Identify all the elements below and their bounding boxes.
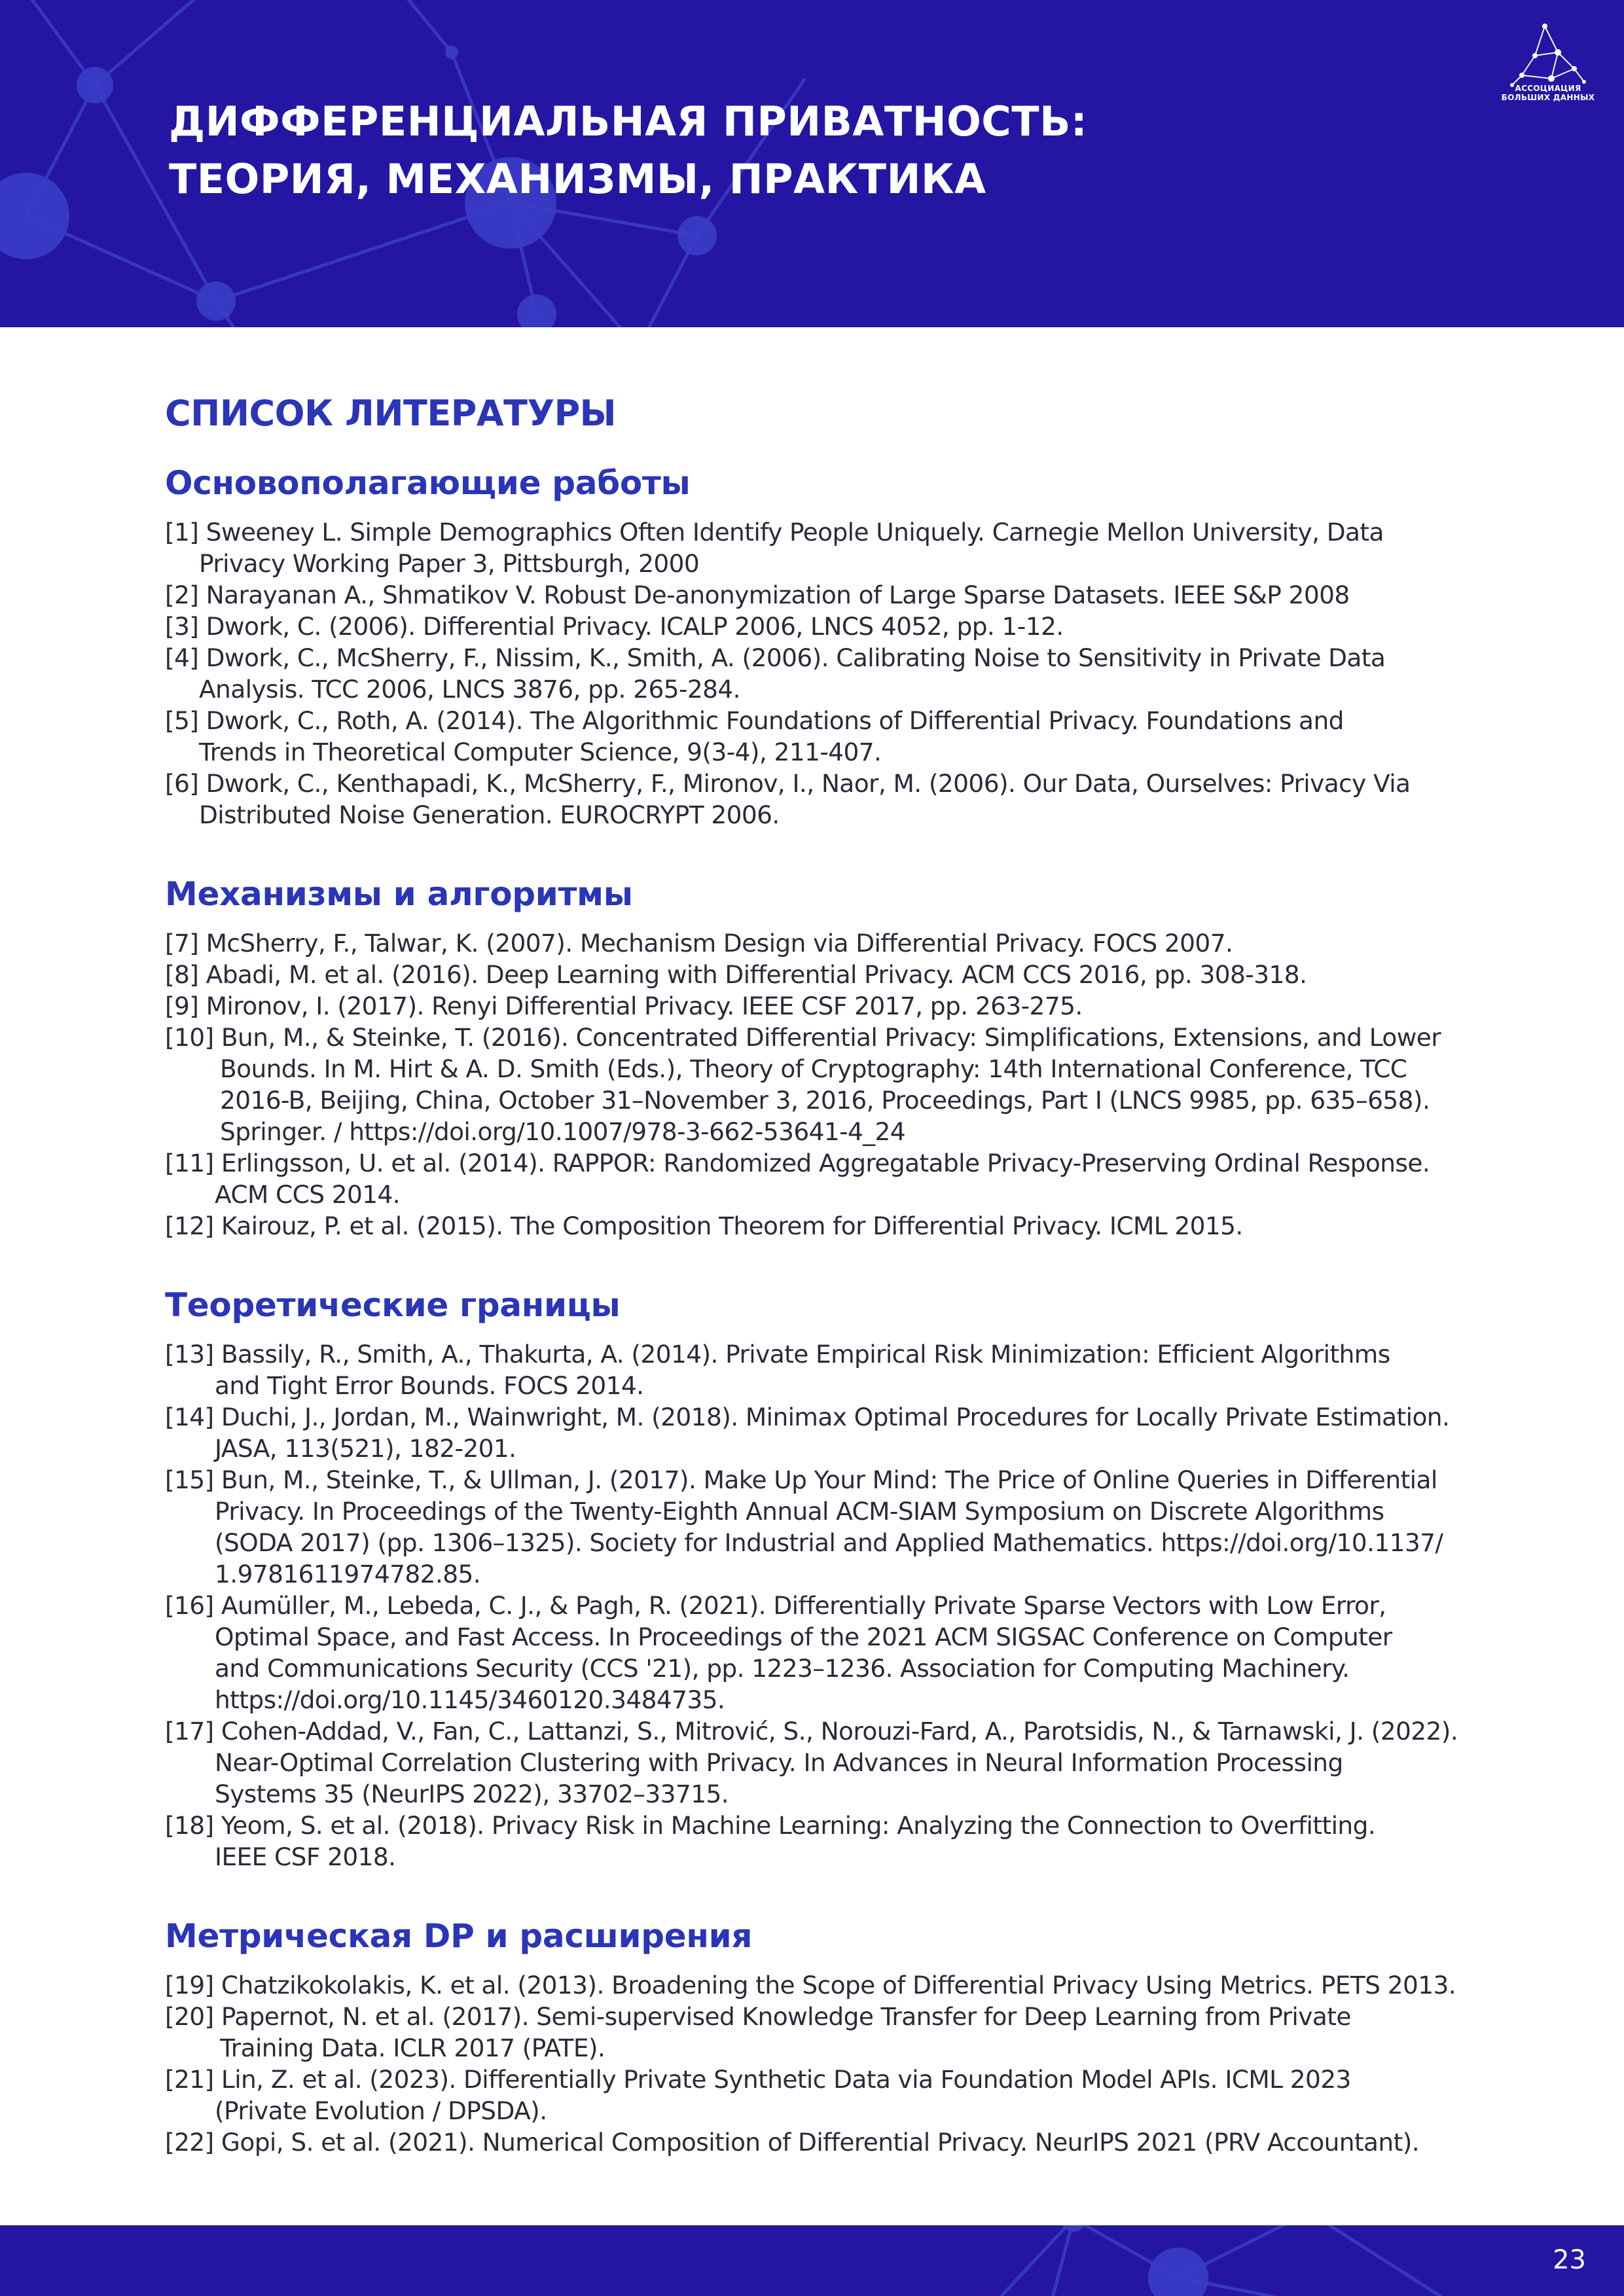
logo-caption — [1492, 84, 1604, 102]
reference-item — [165, 1022, 1474, 1147]
reference-continuation: 2016-B, Beijing, China, October 31–November 3, 2016, Proceedings, Part I (LNCS 9985, pp. 635–658). — [220, 1086, 1430, 1115]
reference-item — [165, 642, 1474, 705]
reference-list — [165, 927, 1474, 1242]
reference-item — [165, 959, 1474, 990]
reference-continuation: Bounds. In M. Hirt & A. D. Smith (Eds.), Theory of Cryptography: 14th International Conference, TCC — [220, 1054, 1407, 1083]
section-title: Механизмы и алгоритмы — [165, 875, 633, 913]
reference-continuation: and Communications Security (CCS '21), pp. 1223–1236. Association for Computing Machinery. — [215, 1654, 1350, 1683]
reference-text: [5] Dwork, C., Roth, A. (2014). The Algorithmic Foundations of Differential Privacy. Foundations and — [165, 706, 1344, 735]
references-title: СПИСОК ЛИТЕРАТУРЫ — [165, 393, 617, 434]
reference-item — [165, 1969, 1474, 2001]
reference-text: [16] Aumüller, M., Lebeda, C. J., & Pagh, R. (2021). Differentially Private Sparse Vectors with Low Error, — [165, 1591, 1386, 1620]
reference-item — [165, 516, 1474, 579]
reference-text: [6] Dwork, C., Kenthapadi, K., McSherry, F., Mironov, I., Naor, M. (2006). Our Data, Ourselves: Privacy Via — [165, 769, 1411, 798]
reference-list — [165, 1969, 1474, 2158]
reference-continuation: Training Data. ICLR 2017 (PATE). — [220, 2034, 605, 2062]
reference-continuation: Springer. / https://doi.org/10.1007/978-3-662-53641-4_24 — [220, 1117, 905, 1146]
reference-text: [12] Kairouz, P. et al. (2015). The Composition Theorem for Differential Privacy. ICML 2015. — [165, 1211, 1243, 1240]
reference-text: [17] Cohen-Addad, V., Fan, C., Lattanzi, S., Mitrović, S., Norouzi-Fard, A., Parotsidis, N., & Tarnawski, J. (2022). — [165, 1717, 1458, 1746]
reference-text: [4] Dwork, C., McSherry, F., Nissim, K., Smith, A. (2006). Calibrating Noise to Sensitivity in Private Data — [165, 643, 1386, 672]
reference-continuation: Distributed Noise Generation. EUROCRYPT 2006. — [199, 800, 780, 829]
reference-continuation: 1.9781611974782.85. — [215, 1560, 481, 1588]
reference-text: [2] Narayanan A., Shmatikov V. Robust De-anonymization of Large Sparse Datasets. IEEE S&P 2008 — [165, 581, 1350, 609]
logo-caption-line-2: БОЛЬШИХ ДАННЫХ — [1501, 93, 1595, 102]
reference-continuation: (SODA 2017) (pp. 1306–1325). Society for Industrial and Applied Mathematics. https://doi.org/10.1137/ — [215, 1528, 1443, 1557]
section-title: Теоретические границы — [165, 1286, 621, 1324]
reference-item — [165, 927, 1474, 959]
page-number: 23 — [1553, 2245, 1586, 2275]
reference-text: [11] Erlingsson, U. et al. (2014). RAPPOR: Randomized Aggregatable Privacy-Preserving Ordinal Response. — [165, 1149, 1430, 1177]
header-title-line-2: ТЕОРИЯ, МЕХАНИЗМЫ, ПРАКТИКА — [169, 155, 986, 203]
reference-text: [19] Chatzikokolakis, K. et al. (2013). Broadening the Scope of Differential Privacy Using Metrics. PETS 2013. — [165, 1971, 1456, 2000]
reference-item — [165, 611, 1474, 642]
reference-text: [10] Bun, M., & Steinke, T. (2016). Concentrated Differential Privacy: Simplifications, Extensions, and Lower — [165, 1023, 1441, 1052]
reference-item — [165, 1715, 1474, 1810]
reference-item — [165, 1210, 1474, 1242]
reference-item — [165, 1464, 1474, 1590]
reference-item — [165, 990, 1474, 1022]
reference-text: [9] Mironov, I. (2017). Renyi Differential Privacy. IEEE CSF 2017, pp. 263-275. — [165, 992, 1083, 1020]
document-header-title — [169, 93, 1087, 208]
reference-list — [165, 516, 1474, 831]
footer-banner — [0, 2225, 1624, 2296]
reference-text: [22] Gopi, S. et al. (2021). Numerical Composition of Differential Privacy. NeurIPS 2021 (PRV Accountant). — [165, 2128, 1420, 2157]
reference-item — [165, 1590, 1474, 1715]
reference-text: [7] McSherry, F., Talwar, K. (2007). Mechanism Design via Differential Privacy. FOCS 2007. — [165, 929, 1233, 958]
section-title: Метрическая DP и расширения — [165, 1917, 753, 1955]
reference-continuation: JASA, 113(521), 182-201. — [215, 1434, 516, 1463]
reference-continuation: Trends in Theoretical Computer Science, 9(3-4), 211-407. — [199, 738, 882, 766]
reference-continuation: Systems 35 (NeurIPS 2022), 33702–33715. — [215, 1780, 729, 1808]
reference-text: [15] Bun, M., Steinke, T., & Ullman, J. (2017). Make Up Your Mind: The Price of Online Queries in Differential — [165, 1465, 1437, 1494]
reference-continuation: Optimal Space, and Fast Access. In Proceedings of the 2021 ACM SIGSAC Conference on Computer — [215, 1623, 1392, 1651]
reference-continuation: Privacy Working Paper 3, Pittsburgh, 2000 — [199, 549, 700, 578]
reference-continuation: IEEE CSF 2018. — [215, 1842, 396, 1871]
section-title: Основополагающие работы — [165, 464, 691, 502]
references-content — [165, 393, 1474, 2202]
reference-item — [165, 2064, 1474, 2126]
reference-text: [1] Sweeney L. Simple Demographics Often Identify People Uniquely. Carnegie Mellon University, Data — [165, 518, 1384, 547]
reference-text: [3] Dwork, C. (2006). Differential Privacy. ICALP 2006, LNCS 4052, pp. 1-12. — [165, 612, 1064, 641]
reference-continuation: Analysis. TCC 2006, LNCS 3876, pp. 265-284. — [199, 675, 740, 704]
footer-network-decoration — [0, 2225, 1624, 2296]
logo-caption-line-1: АССОЦИАЦИЯ — [1515, 84, 1581, 93]
header-banner — [0, 0, 1624, 327]
reference-list — [165, 1338, 1474, 1873]
reference-text: [13] Bassily, R., Smith, A., Thakurta, A. (2014). Private Empirical Risk Minimization: Efficient Algorithms — [165, 1340, 1390, 1369]
reference-item — [165, 1338, 1474, 1401]
reference-continuation: (Private Evolution / DPSDA). — [215, 2096, 547, 2125]
reference-text: [8] Abadi, M. et al. (2016). Deep Learning with Differential Privacy. ACM CCS 2016, pp. 308-318. — [165, 960, 1307, 989]
header-title-line-1: ДИФФЕРЕНЦИАЛЬНАЯ ПРИВАТНОСТЬ: — [169, 98, 1088, 145]
reference-continuation: https://doi.org/10.1145/3460120.3484735. — [215, 1685, 725, 1714]
reference-item — [165, 1147, 1474, 1210]
reference-continuation: Near-Optimal Correlation Clustering with Privacy. In Advances in Neural Information Processing — [215, 1748, 1343, 1777]
reference-item — [165, 579, 1474, 611]
reference-item — [165, 2001, 1474, 2064]
reference-continuation: and Tight Error Bounds. FOCS 2014. — [215, 1371, 644, 1400]
reference-continuation: Privacy. In Proceedings of the Twenty-Eighth Annual ACM-SIAM Symposium on Discrete Algorithms — [215, 1497, 1384, 1526]
reference-text: [21] Lin, Z. et al. (2023). Differentially Private Synthetic Data via Foundation Model APIs. ICML 2023 — [165, 2065, 1351, 2094]
reference-item — [165, 1810, 1474, 1873]
reference-text: [20] Papernot, N. et al. (2017). Semi-supervised Knowledge Transfer for Deep Learning from Private — [165, 2002, 1351, 2031]
reference-continuation: ACM CCS 2014. — [215, 1180, 401, 1209]
reference-text: [18] Yeom, S. et al. (2018). Privacy Risk in Machine Learning: Analyzing the Connection to Overfitting. — [165, 1811, 1376, 1840]
reference-item — [165, 705, 1474, 768]
reference-item — [165, 1401, 1474, 1464]
reference-item — [165, 2126, 1474, 2158]
reference-item — [165, 768, 1474, 831]
references-sections — [165, 464, 1474, 2158]
reference-text: [14] Duchi, J., Jordan, M., Wainwright, M. (2018). Minimax Optimal Procedures for Locally Private Estimation. — [165, 1403, 1450, 1431]
